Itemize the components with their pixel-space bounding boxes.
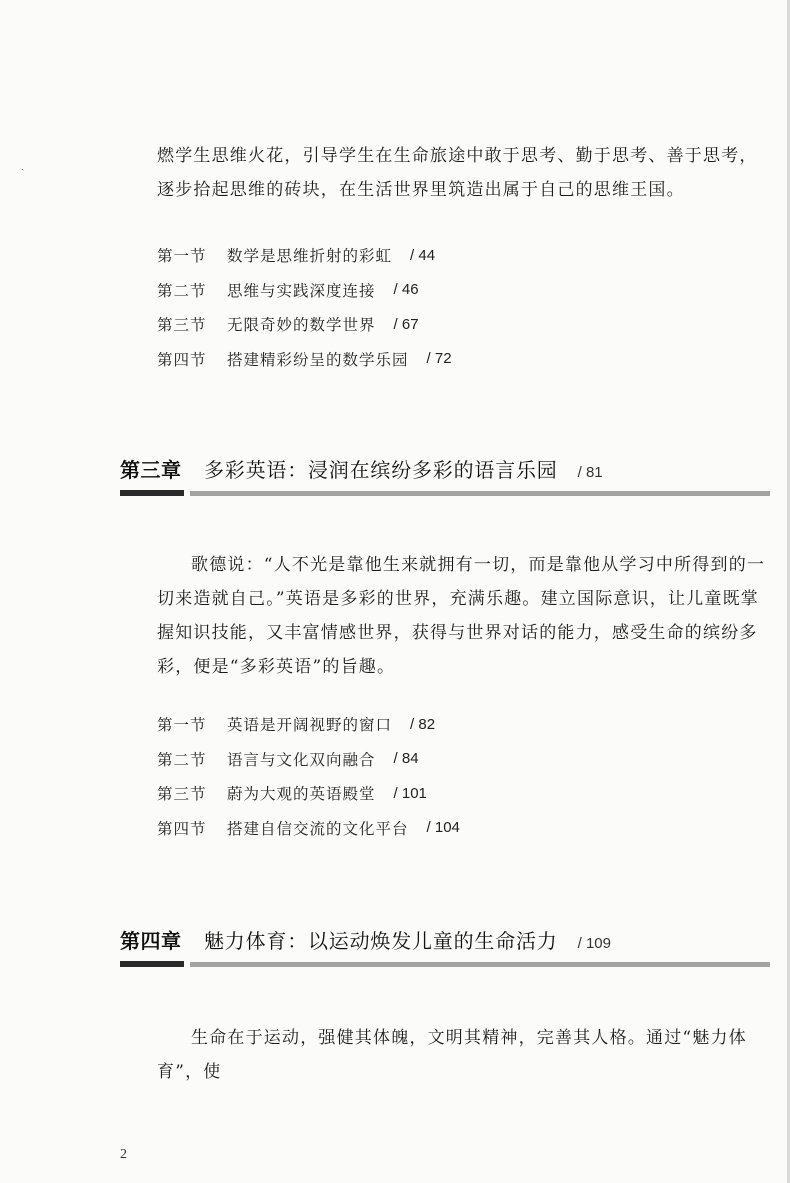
toc-section[interactable]	[157, 742, 717, 777]
toc-section[interactable]	[157, 776, 717, 811]
section-page: / 67	[393, 315, 419, 333]
chapter-rule-gray	[190, 491, 770, 496]
chapter-rule-dark	[120, 490, 184, 496]
toc-sections-chapter2	[157, 238, 717, 376]
section-page: / 44	[410, 246, 436, 264]
toc-section[interactable]	[157, 342, 717, 377]
section-title: 蔚为大观的英语殿堂	[227, 785, 376, 804]
chapter-3-intro	[157, 548, 772, 684]
chapter-3-intro-text: 歌德说：“人不光是靠他生来就拥有一切，而是靠他从学习中所得到的一切来造就自己。”英语是多彩的世界，充满乐趣。建立国际意识，让儿童既掌握知识技能，又丰富情感世界，获得与世界对话的能力，感受生命的缤纷多彩，便是“多彩英语”的旨趣。	[157, 555, 766, 677]
chapter-title: 多彩英语：浸润在缤纷多彩的语言乐园	[204, 458, 558, 482]
chapter-number: 第四章	[120, 929, 182, 953]
section-number: 第一节	[157, 716, 207, 735]
chapter-title: 魅力体育：以运动焕发儿童的生命活力	[204, 929, 558, 953]
chapter-rule-gray	[190, 962, 770, 967]
chapter-4-heading[interactable]	[120, 925, 770, 970]
section-page: / 82	[410, 715, 436, 733]
section-title: 数学是思维折射的彩虹	[227, 247, 393, 266]
section-page: / 104	[426, 819, 460, 837]
section-page: / 101	[393, 784, 427, 802]
section-number: 第四节	[157, 819, 207, 838]
chapter-page: / 81	[577, 464, 603, 481]
toc-section[interactable]	[157, 707, 717, 742]
section-number: 第一节	[157, 247, 207, 266]
section-number: 第二节	[157, 750, 207, 769]
section-number: 第四节	[157, 350, 207, 369]
page-number: 2	[120, 1147, 127, 1162]
chapter-page: / 109	[577, 935, 611, 952]
section-page: / 46	[393, 281, 419, 299]
section-title: 搭建自信交流的文化平台	[227, 819, 409, 838]
intro-paragraph: 燃学生思维火花，引导学生在生命旅途中敢于思考、勤于思考、善于思考，逐步拾起思维的砖块，在生活世界里筑造出属于自己的思维王国。	[157, 146, 758, 200]
section-title: 思维与实践深度连接	[227, 281, 376, 300]
chapter-rule-dark	[120, 961, 184, 967]
section-number: 第三节	[157, 316, 207, 335]
toc-section[interactable]	[157, 811, 717, 846]
section-title: 无限奇妙的数学世界	[227, 316, 376, 335]
section-title: 语言与文化双向融合	[227, 750, 376, 769]
chapter-3-heading[interactable]	[120, 454, 770, 499]
chapter-number: 第三章	[120, 458, 182, 482]
chapter-4-intro	[157, 1021, 772, 1089]
chapter-4-intro-text: 生命在于运动，强健其体魄，文明其精神，完善其人格。通过“魅力体育”，使	[157, 1028, 747, 1082]
section-title: 英语是开阔视野的窗口	[227, 716, 393, 735]
toc-section[interactable]	[157, 273, 717, 308]
section-page: / 84	[393, 750, 419, 768]
toc-section[interactable]	[157, 307, 717, 342]
section-number: 第三节	[157, 785, 207, 804]
scan-mark: ˏ	[21, 160, 25, 171]
chapter-heading-text	[120, 454, 603, 483]
toc-section[interactable]	[157, 238, 717, 273]
chapter-heading-text	[120, 925, 611, 954]
toc-sections-chapter3	[157, 707, 717, 845]
section-number: 第二节	[157, 281, 207, 300]
section-title: 搭建精彩纷呈的数学乐园	[227, 350, 409, 369]
section-page: / 72	[426, 350, 452, 368]
